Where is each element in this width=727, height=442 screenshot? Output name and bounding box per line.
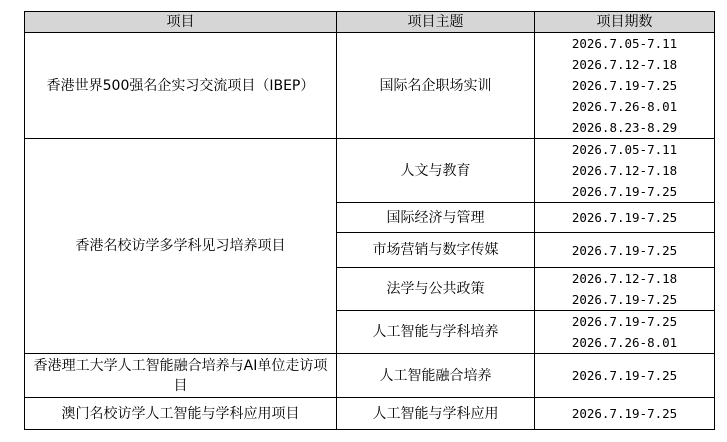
session-dates [535,203,715,233]
theme-name: 人文与教育 [337,139,535,203]
theme-name: 国际名企职场实训 [337,33,535,139]
header-project: 项目 [25,12,337,33]
session-date: 2026.7.12-7.18 [571,163,678,178]
session-date: 2026.7.26-8.01 [571,335,678,350]
header-theme: 项目主题 [337,12,535,33]
theme-name: 人工智能融合培养 [337,354,535,398]
session-date: 2026.7.19-7.25 [571,78,678,93]
session-dates [535,398,715,430]
session-dates [535,33,715,139]
theme-name: 国际经济与管理 [337,203,535,233]
session-date: 2026.7.12-7.18 [571,57,678,72]
session-date: 2026.7.19-7.25 [571,314,678,329]
table-row [25,139,715,203]
session-dates [535,233,715,268]
table-row [25,398,715,430]
session-date: 2026.7.26-8.01 [571,99,678,114]
table-row [25,33,715,139]
session-dates [535,268,715,311]
project-name: 香港名校访学多学科见习培养项目 [25,139,337,354]
session-date: 2026.7.19-7.25 [571,184,678,199]
theme-name: 市场营销与数字传媒 [337,233,535,268]
project-name: 澳门名校访学人工智能与学科应用项目 [25,398,337,430]
session-date: 2026.7.05-7.11 [571,142,678,157]
session-dates [535,354,715,398]
theme-name: 人工智能与学科应用 [337,398,535,430]
session-date: 2026.7.05-7.11 [571,36,678,51]
session-date: 2026.7.12-7.18 [571,271,678,286]
header-sessions: 项目期数 [535,12,715,33]
program-table [24,11,715,430]
session-date: 2026.7.19-7.25 [571,210,678,225]
session-date: 2026.7.19-7.25 [571,292,678,307]
session-date: 2026.7.19-7.25 [571,242,678,258]
table-row [25,354,715,398]
session-dates [535,311,715,354]
header-row [25,12,715,33]
theme-name: 人工智能与学科培养 [337,311,535,354]
session-date: 2026.7.19-7.25 [571,406,678,421]
session-date: 2026.7.19-7.25 [571,368,678,383]
project-name: 香港世界500强名企实习交流项目（IBEP） [25,33,337,139]
session-date: 2026.8.23-8.29 [571,120,678,135]
session-dates [535,139,715,203]
project-name: 香港理工大学人工智能融合培养与AI单位走访项目 [25,354,337,398]
theme-name: 法学与公共政策 [337,268,535,311]
